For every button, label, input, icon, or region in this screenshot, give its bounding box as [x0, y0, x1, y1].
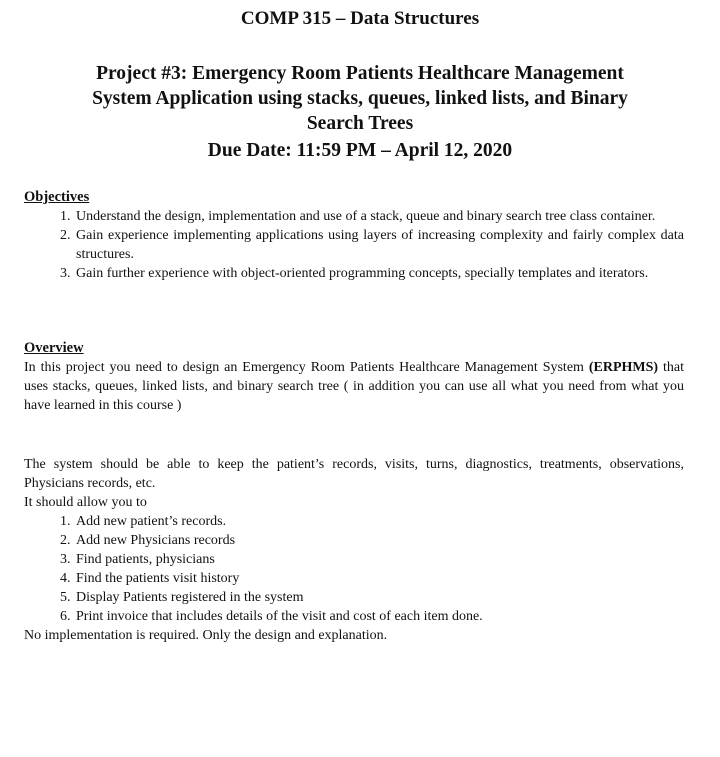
objective-item: 2. Gain experience implementing applications using layers of increasing complexity and fairly complex data structures. — [74, 226, 684, 264]
overview-heading: Overview — [24, 340, 84, 356]
features-list — [24, 512, 684, 626]
system-intro: The system should be able to keep the patient’s records, visits, turns, diagnostics, treatments, observations, Physicians records, etc. — [24, 457, 684, 491]
overview-section — [24, 339, 684, 415]
feature-item: 2. Add new Physicians records — [74, 531, 684, 550]
objectives-heading: Objectives — [24, 189, 90, 205]
project-title-line-2: System Application using stacks, queues, linked lists, and Binary — [92, 88, 628, 109]
system-section — [24, 455, 684, 645]
feature-item: 5. Display Patients registered in the system — [74, 588, 684, 607]
system-allow-line: It should allow you to — [24, 495, 147, 510]
objectives-list — [24, 207, 684, 283]
objective-item: 3. Gain further experience with object-oriented programming concepts, specially templates and iterators. — [74, 264, 684, 283]
overview-paragraph — [24, 358, 684, 415]
feature-item: 4. Find the patients visit history — [74, 569, 684, 588]
feature-item: 1. Add new patient’s records. — [74, 512, 684, 531]
implementation-note: No implementation is required. Only the design and explanation. — [24, 628, 388, 643]
objective-item: 1. Understand the design, implementation and use of a stack, queue and binary search tree class container. — [74, 207, 684, 226]
overview-text-after: that uses stacks, queues, linked lists, and binary search tree ( in addition you can use all what you need from what you have learned in this course ) — [24, 360, 685, 413]
feature-item: 6. Print invoice that includes details of the visit and cost of each item done. — [74, 607, 684, 626]
overview-text-before: In this project you need to design an Emergency Room Patients Healthcare Management System — [24, 360, 584, 375]
project-title-block — [30, 61, 690, 163]
feature-item: 3. Find patients, physicians — [74, 550, 684, 569]
project-title-line-1: Project #3: Emergency Room Patients Healthcare Management — [96, 63, 624, 84]
overview-acronym: (ERPHMS) — [588, 360, 659, 375]
course-title: COMP 315 – Data Structures — [240, 8, 480, 29]
due-date: Due Date: 11:59 PM – April 12, 2020 — [207, 140, 513, 161]
objectives-section — [24, 188, 684, 283]
project-title-line-3: Search Trees — [306, 113, 414, 134]
